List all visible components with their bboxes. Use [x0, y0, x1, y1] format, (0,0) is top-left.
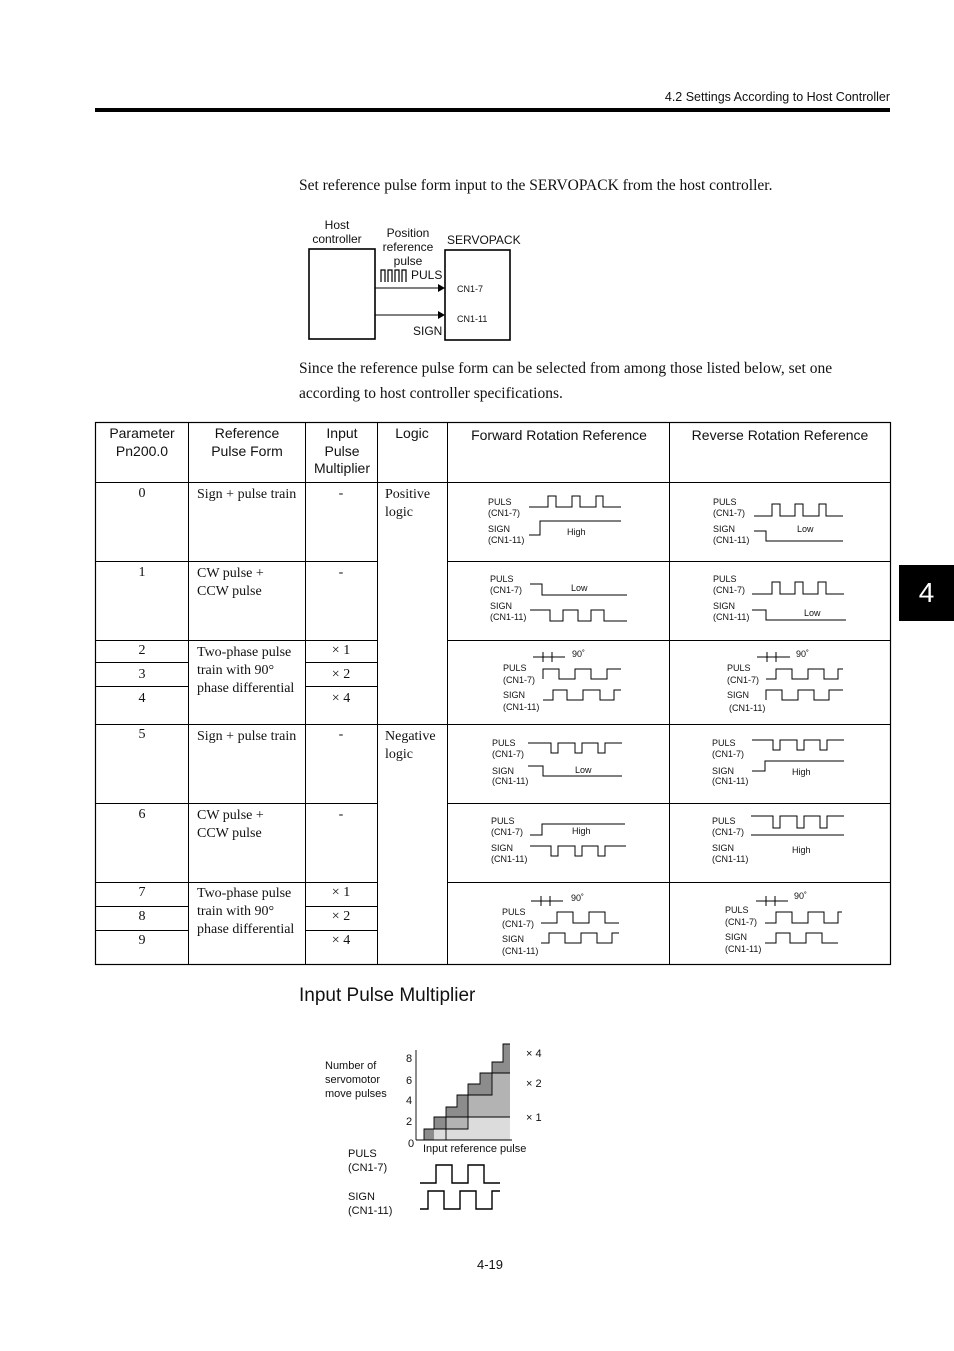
label: (CN1-11) — [713, 535, 750, 545]
label: SIGN — [725, 932, 748, 942]
logic-positive-1: Positive — [385, 487, 431, 502]
phase-marker — [757, 652, 790, 662]
header-reverse: Reverse Rotation Reference — [691, 427, 869, 443]
mult-5: - — [338, 727, 344, 742]
puls-label: PULS — [411, 268, 443, 282]
phase-marker — [531, 896, 563, 906]
form-7-line-1: Two-phase pulse — [197, 886, 292, 901]
form-6-line-1: CW pulse + — [197, 808, 264, 823]
label: PULS — [712, 738, 736, 748]
mult-7: × 1 — [331, 885, 351, 900]
form-0: Sign + pulse train — [197, 487, 297, 502]
waveform — [754, 504, 843, 516]
header-rule — [95, 108, 890, 112]
waveform — [541, 912, 619, 923]
ylabel-line-2: servomotor — [325, 1074, 381, 1086]
connection-diagram — [300, 214, 540, 344]
ytick-2: 2 — [406, 1116, 413, 1128]
puls-label-2: (CN1-7) — [348, 1162, 388, 1174]
waveform — [751, 816, 844, 828]
sign-arrow — [438, 311, 445, 319]
form-2-line-1: Two-phase pulse — [197, 645, 292, 660]
label: (CN1-11) — [502, 946, 539, 956]
signal-label-1: Position — [386, 226, 430, 240]
form-5: Sign + pulse train — [197, 729, 297, 744]
header-form-2: Pulse Form — [211, 443, 283, 459]
label: PULS — [727, 663, 751, 673]
waveform — [541, 933, 619, 943]
label: (CN1-7) — [488, 508, 521, 518]
signal-label-2: reference — [382, 240, 434, 254]
label: PULS — [491, 816, 515, 826]
param-8: 8 — [138, 909, 146, 924]
label: PULS — [502, 907, 526, 917]
mult-1: - — [338, 565, 344, 580]
host-label-1: Host — [324, 218, 350, 232]
label: SIGN — [492, 766, 515, 776]
label: Low — [575, 765, 592, 775]
label: PULS — [712, 816, 736, 826]
mult-3: × 2 — [331, 667, 351, 682]
label: (CN1-7) — [712, 827, 745, 837]
param-1: 1 — [138, 565, 146, 580]
label: (CN1-7) — [492, 749, 525, 759]
header-mult-3: Multiplier — [313, 460, 371, 476]
note-line-2: according to host controller specifications. — [299, 385, 563, 402]
intro-text: Set reference pulse form input to the SERVOPACK from the host controller. — [299, 177, 773, 194]
form-7-line-3: phase differential — [197, 922, 295, 937]
puls-label-1: PULS — [348, 1148, 377, 1160]
section-heading: Input Pulse Multiplier — [299, 985, 476, 1006]
waveform — [530, 610, 627, 621]
waveform — [530, 846, 626, 856]
ytick-6: 6 — [406, 1075, 413, 1087]
host-box — [309, 249, 375, 339]
label: (CN1-11) — [490, 612, 527, 622]
header-param-1: Parameter — [109, 425, 175, 441]
label: (CN1-7) — [712, 749, 745, 759]
label: (CN1-11) — [491, 854, 528, 864]
label: Low — [571, 583, 588, 593]
multiplier-diagram — [320, 1040, 550, 1222]
waveform — [543, 690, 621, 700]
xlabel: Input reference pulse — [423, 1143, 527, 1155]
header-forward: Forward Rotation Reference — [471, 427, 647, 443]
header-mult-2: Pulse — [324, 443, 360, 459]
param-3: 3 — [138, 667, 146, 682]
label: (CN1-7) — [503, 675, 536, 685]
label: (CN1-7) — [713, 508, 746, 518]
waveform — [765, 912, 842, 923]
mult-4: × 4 — [331, 691, 351, 706]
label: High — [792, 845, 811, 855]
waveform — [752, 740, 844, 750]
note-line-1: Since the reference pulse form can be selected from among those listed below, set one — [299, 360, 833, 377]
label: PULS — [713, 497, 737, 507]
label: 90˚ — [796, 649, 810, 659]
label: (CN1-11) — [503, 702, 540, 712]
label: Low — [804, 608, 821, 618]
label: SIGN — [712, 843, 735, 853]
logic-positive-2: logic — [385, 505, 413, 520]
cn111-label: CN1-11 — [457, 314, 488, 324]
mult-9: × 4 — [331, 933, 351, 948]
label: SIGN — [713, 524, 736, 534]
waveform — [752, 582, 844, 594]
puls-arrow — [438, 284, 445, 292]
phase-marker — [533, 652, 565, 662]
label: (CN1-11) — [713, 612, 750, 622]
cn17-label: CN1-7 — [457, 284, 484, 294]
label: (CN1-7) — [727, 675, 760, 685]
level-x1: × 1 — [526, 1112, 542, 1124]
label: 90˚ — [794, 891, 808, 901]
label: (CN1-11) — [492, 776, 529, 786]
label: SIGN — [502, 934, 525, 944]
ytick-8: 8 — [406, 1053, 413, 1065]
phase-marker — [756, 896, 788, 906]
form-1-line-1: CW pulse + — [197, 566, 264, 581]
label: (CN1-7) — [713, 585, 746, 595]
sign-label-2: (CN1-11) — [348, 1205, 393, 1217]
label: PULS — [725, 905, 749, 915]
waveform — [543, 669, 621, 679]
ytick-0: 0 — [408, 1138, 415, 1150]
waveform — [766, 669, 843, 679]
param-7: 7 — [138, 885, 146, 900]
form-2-line-2: train with 90° — [197, 663, 275, 678]
label: PULS — [488, 497, 512, 507]
header-param-2: Pn200.0 — [115, 443, 169, 459]
mult-0: - — [338, 486, 344, 501]
label: PULS — [503, 663, 527, 673]
waveform — [529, 496, 621, 507]
label: (CN1-11) — [488, 535, 525, 545]
waveform — [752, 610, 846, 620]
chapter-tab: 4 — [899, 565, 954, 621]
label: 90˚ — [571, 893, 585, 903]
puls-waveform — [420, 1165, 500, 1183]
ytick-4: 4 — [406, 1095, 413, 1107]
label: (CN1-11) — [729, 703, 766, 713]
param-9: 9 — [138, 933, 146, 948]
form-2-line-3: phase differential — [197, 681, 295, 696]
header-form-1: Reference — [214, 425, 280, 441]
param-2: 2 — [138, 643, 146, 658]
ylabel-line-3: move pulses — [325, 1088, 387, 1100]
logic-negative-2: logic — [385, 747, 413, 762]
mult-6: - — [338, 807, 344, 822]
running-header: 4.2 Settings According to Host Controller — [664, 90, 890, 104]
param-5: 5 — [138, 727, 146, 742]
label: SIGN — [712, 766, 735, 776]
form-7-line-2: train with 90° — [197, 904, 275, 919]
pulse-form-table — [90, 418, 896, 970]
level-x4: × 4 — [526, 1048, 542, 1060]
servopack-box — [445, 250, 510, 340]
label: Low — [797, 524, 814, 534]
sign-waveform — [420, 1191, 500, 1209]
label: High — [567, 527, 586, 537]
form-1-line-2: CCW pulse — [197, 584, 262, 599]
ylabel-line-1: Number of — [325, 1060, 377, 1072]
mult-8: × 2 — [331, 909, 351, 924]
label: PULS — [713, 574, 737, 584]
label: (CN1-11) — [712, 776, 749, 786]
header-logic: Logic — [395, 425, 429, 441]
waveform — [765, 933, 838, 943]
label: (CN1-11) — [725, 944, 762, 954]
form-6-line-2: CCW pulse — [197, 826, 262, 841]
logic-negative-1: Negative — [385, 729, 436, 744]
waveform — [528, 743, 622, 753]
label: SIGN — [491, 843, 514, 853]
param-0: 0 — [138, 486, 146, 501]
pulse-symbol — [381, 270, 406, 282]
page-number: 4-19 — [477, 1257, 504, 1272]
selection-note — [299, 356, 832, 406]
sign-label: SIGN — [413, 324, 443, 338]
label: (CN1-7) — [491, 827, 524, 837]
label: (CN1-11) — [712, 854, 749, 864]
label: (CN1-7) — [502, 919, 535, 929]
servopack-label: SERVOPACK — [447, 233, 521, 247]
label: SIGN — [490, 601, 513, 611]
label: SIGN — [727, 690, 750, 700]
label: SIGN — [503, 690, 526, 700]
sign-label-1: SIGN — [348, 1191, 375, 1203]
label: (CN1-7) — [725, 917, 758, 927]
label: SIGN — [713, 601, 736, 611]
label: SIGN — [488, 524, 511, 534]
signal-label-3: pulse — [393, 254, 423, 268]
host-label-2: controller — [312, 232, 362, 246]
label: 90˚ — [572, 649, 586, 659]
param-4: 4 — [138, 691, 146, 706]
label: PULS — [490, 574, 514, 584]
label: High — [572, 826, 591, 836]
level-x2: × 2 — [526, 1078, 542, 1090]
label: High — [792, 767, 811, 777]
mult-2: × 1 — [331, 643, 351, 658]
label: (CN1-7) — [490, 585, 523, 595]
label: PULS — [492, 738, 516, 748]
header-mult-1: Input — [326, 425, 358, 441]
param-6: 6 — [138, 807, 146, 822]
waveform — [766, 690, 843, 700]
